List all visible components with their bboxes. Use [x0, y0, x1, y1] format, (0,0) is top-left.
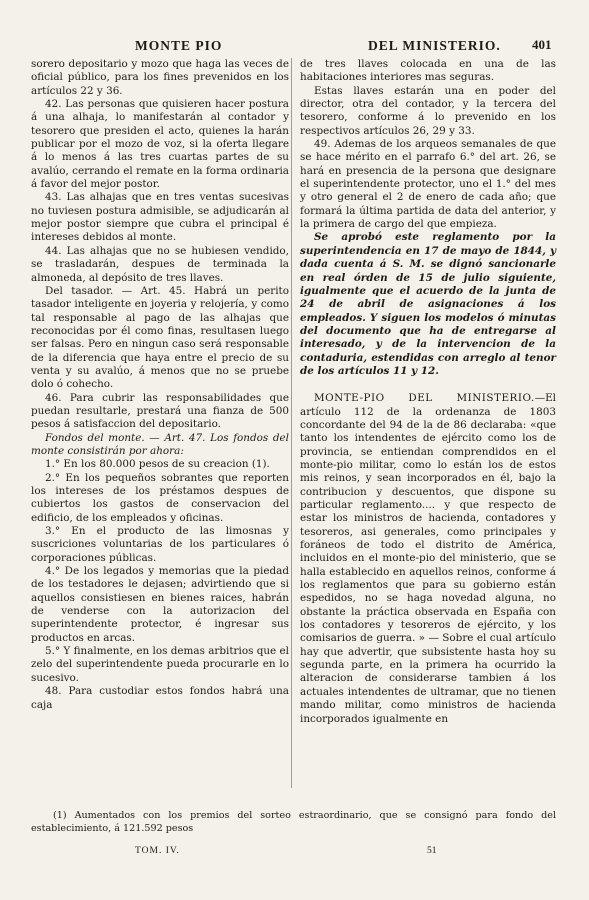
- paragraph: sorero depositario y mozo que haga las veces de oficial público, para los fines prevenidos en los artículos 22 y 36.: [31, 58, 289, 97]
- page-number: 401: [532, 37, 552, 52]
- paragraph-art-42: 42. Las personas que quisieren hacer postura á una alhaja, lo manifestarán al contador y tesorero que presiden el acto, quienes la harán publicar por el mozo de voz, si la oferta llegare á lo menos á las tres cuartas partes de su avalúo, cerrando el remate en la forma ordinaria á favor del mejor postor.: [31, 98, 289, 191]
- paragraph-art-43: 43. Las alhajas que en tres ventas sucesivas no tuviesen postura admisible, se adjudicarán al mejor postor siempre que cubra el principal é intereses debidos al monte.: [31, 191, 289, 244]
- paragraph-art-49: 49. Ademas de los arqueos semanales de que se hace mérito en el parrafo 6.° del art. 26, se hará en presencia de la persona que designare el superintendente protector, uno el 1.° del mes y otro general el 2 de enero de cada año; que formará la última partida de data del anterior, y la primera de cargo del que empieza.: [300, 138, 556, 231]
- volume-label: TOM. IV.: [135, 846, 180, 856]
- paragraph-art-46: 46. Para cubrir las responsabilidades que puedan resultarle, prestará una fianza de 500 pesos á satisfaccion del depositario.: [31, 391, 289, 431]
- section-heading: MONTE-PIO DEL MINISTERIO.: [314, 392, 535, 405]
- running-header-right: DEL MINISTERIO.: [368, 38, 501, 53]
- signature-mark: 51: [427, 846, 437, 856]
- running-header-left: MONTE PIO: [135, 38, 223, 53]
- section-body: —El artículo 112 de la ordenanza de 1803 concordante del 94 de la de 86 declaraba: «que tanto los intendentes de ejército como los de provincia, se entiendan comprendidos en el monte-pio militar, como lo están los de estos mis reinos, y sean incorporados en él, bajo la contribucion y descuentos, que dispone su particular reglamento.... y que respecto de estar los ministros de hacienda, contadores y tesoreros, asi generales, como principales y foráneos de todo el distrito de América, incluidos en el monte-pio del ministerio, que se halla establecido en aquellos reinos, conforme á los reglamentos que para su gobierno están espedidos, no se haga novedad alguna, no obstante la práctica observada en España con los contadores y tesoreros de ejército, y los comisarios de guerra. » — Sobre el cual artículo hay que advertir, que subsistente hasta hoy su segunda parte, en la primera ha ocurrido la alteracion de considerarse tambien á los actuales intendentes de ultramar, que no tienen mando militar, como ministros de hacienda incorporados igualmente en: [300, 392, 556, 725]
- approval-note: Se aprobó este reglamento por la superintendencia en 17 de mayo de 1844, y dada cuenta á S. M. se dignó sancionarle en real órden de 15 de julio siguiente, igualmente que el acuerdo de la junta de 24 de abril de asignaciones á los empleados. Y siguen los modelos ó minutas del documento que ha de entregarse al interesado, y de la intervencion de la contaduria, estendidas con arreglo al tenor de los artículos 11 y 12.: [300, 231, 556, 377]
- list-item-1: 1.° En los 80.000 pesos de su creacion (1).: [45, 458, 270, 471]
- paragraph-art-45: Del tasador. — Art. 45. Habrá un perito tasador inteligente en joyeria y relojería, y como tal responsable al pago de las alhajas que reconocidas por él como finas, resultasen luego ser falsas. Pero en ningun caso será responsable de la diferencia que haya entre el precio de su venta y su avalúo, á menos que no se pruebe dolo ó cohecho.: [31, 284, 289, 391]
- paragraph-art-48: 48. Para custodiar estos fondos habrá una caja: [31, 685, 289, 711]
- left-column: [31, 58, 289, 712]
- footnote-text: (1) Aumentados con los premios del sorteo estraordinario, que se consignó para fondo del establecimiento, á 121.592 pesos: [31, 810, 556, 834]
- section-paragraph: [300, 392, 556, 726]
- paragraph: Estas llaves estarán una en poder del director, otra del contador, y la tercera del tesorero, conforme á lo prevenido en los respectivos artículos 26, 29 y 33.: [300, 84, 556, 137]
- footnote: [31, 810, 556, 835]
- paragraph-art-47: Fondos del monte. — Art. 47. Los fondos del monte consistirán por ahora:: [31, 431, 289, 457]
- list-item-5: 5.° Y finalmente, en los demas arbitrios que el zelo del superintendente pueda procurarle en lo sucesivo.: [31, 645, 289, 684]
- list-item-4: 4.° De los legados y memorias que la piedad de los testadores le dejasen; advirtiendo que si aquellos consistiesen en bienes raices, habrán de venderse con la autorizacion del superintendente protector, é ingresar sus productos en arcas.: [31, 565, 289, 644]
- list-item-2: 2.° En los pequeños sobrantes que reporten los intereses de los préstamos despues de cubiertos los gastos de conservacion del edificio, de los empleados y oficinas.: [31, 471, 289, 524]
- paragraph-art-44: 44. Las alhajas que no se hubiesen vendido, se trasladarán, despues de terminada la almoneda, al depósito de tres llaves.: [31, 244, 289, 284]
- right-column: [300, 58, 556, 726]
- list-item-3: 3.° En el producto de las limosnas y suscriciones voluntarias de los particulares ó corporaciones públicas.: [31, 525, 289, 564]
- column-divider: [291, 58, 292, 788]
- paragraph: de tres llaves colocada en una de las habitaciones interiores mas seguras.: [300, 58, 556, 84]
